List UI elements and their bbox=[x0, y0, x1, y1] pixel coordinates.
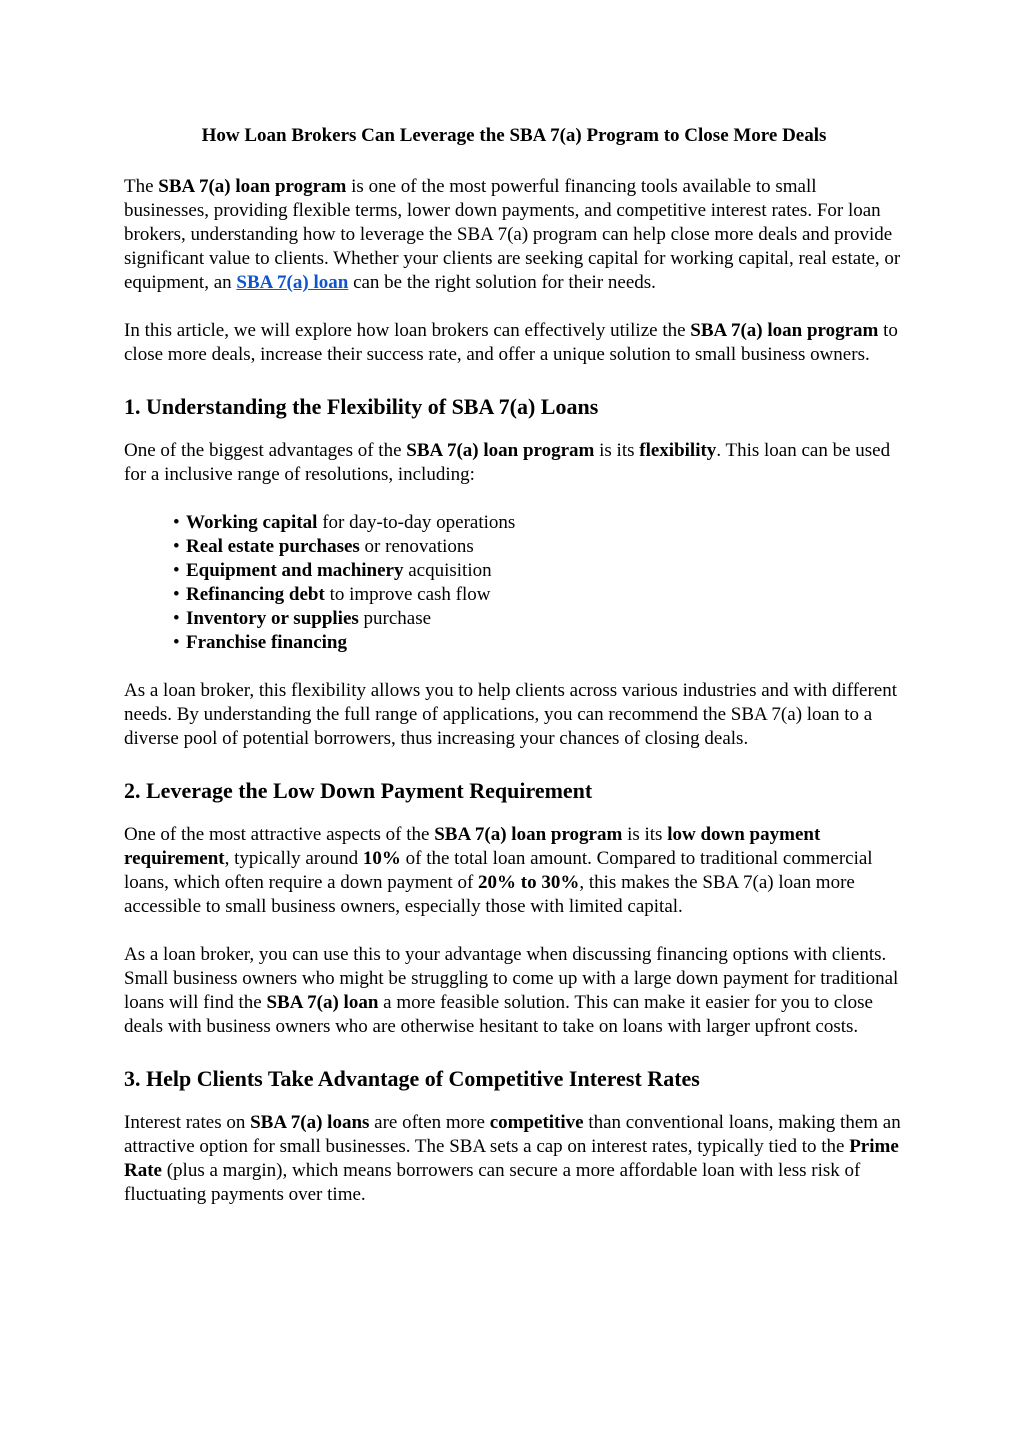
intro-paragraph-2 bbox=[124, 319, 904, 367]
bold-text: Refinancing debt bbox=[186, 584, 325, 605]
bullet-icon: • bbox=[173, 632, 180, 653]
bullet-icon: • bbox=[173, 608, 180, 629]
text: for day-to-day operations bbox=[317, 512, 516, 533]
section-3-paragraph-1 bbox=[124, 1111, 904, 1207]
bullet-icon: • bbox=[173, 512, 180, 533]
section-2-paragraph-2 bbox=[124, 943, 904, 1039]
bold-text: Prime Rate bbox=[124, 1136, 899, 1181]
bold-text: Inventory or supplies bbox=[186, 608, 359, 629]
list-item bbox=[173, 511, 904, 535]
text: Interest rates on bbox=[124, 1112, 251, 1133]
sba-7a-loan-link[interactable]: SBA 7(a) loan bbox=[236, 272, 349, 293]
text: are often more bbox=[369, 1112, 490, 1133]
bold-text: Franchise financing bbox=[186, 632, 347, 653]
text: (plus a margin), which means borrowers can secure a more affordable loan with less risk of fluctuating payments over time. bbox=[124, 1160, 861, 1205]
list-item bbox=[173, 559, 904, 583]
text: The bbox=[124, 176, 159, 197]
list-item bbox=[173, 535, 904, 559]
text: can be the right solution for their needs. bbox=[348, 272, 656, 293]
text: to improve cash flow bbox=[324, 584, 491, 605]
section-2-heading: 2. Leverage the Low Down Payment Requirement bbox=[124, 778, 593, 803]
uses-list bbox=[124, 511, 904, 655]
text: is one of the most powerful financing tools available to small businesses, providing flexible terms, lower down payments, and competitive interest rates. For loan brokers, understanding how to leverage the SBA 7(a) program can help close more deals and provide significant value to clients. Whether your clients are seeking capital for working capital, real estate, or equipment, an bbox=[124, 176, 901, 293]
section-1-heading: 1. Understanding the Flexibility of SBA 7(a) Loans bbox=[124, 394, 599, 419]
bold-text: flexibility bbox=[639, 440, 717, 461]
section-3-heading: 3. Help Clients Take Advantage of Competitive Interest Rates bbox=[124, 1066, 700, 1091]
text: acquisition bbox=[403, 560, 492, 581]
bold-text: SBA 7(a) loan program bbox=[406, 440, 595, 461]
text: , this makes the SBA 7(a) loan more accessible to small business owners, especially those with limited capital. bbox=[124, 872, 855, 917]
bold-text: SBA 7(a) loan bbox=[266, 992, 379, 1013]
bullet-icon: • bbox=[173, 560, 180, 581]
bullet-icon: • bbox=[173, 584, 180, 605]
bold-text: SBA 7(a) loan program bbox=[690, 320, 879, 341]
text: In this article, we will explore how loan brokers can effectively utilize the bbox=[124, 320, 691, 341]
bold-text: Real estate purchases bbox=[186, 536, 360, 557]
bold-text: competitive bbox=[489, 1112, 584, 1133]
document-title: How Loan Brokers Can Leverage the SBA 7(a) Program to Close More Deals bbox=[201, 125, 827, 146]
text: is its bbox=[594, 440, 640, 461]
list-item bbox=[173, 583, 904, 607]
text: to close more deals, increase their success rate, and offer a unique solution to small business owners. bbox=[124, 320, 898, 365]
text: One of the most attractive aspects of the bbox=[124, 824, 435, 845]
bold-text: SBA 7(a) loan program bbox=[158, 176, 347, 197]
document-page bbox=[124, 112, 904, 1207]
bold-text: 10% bbox=[362, 848, 401, 869]
list-item bbox=[173, 607, 904, 631]
text: As a loan broker, you can use this to your advantage when discussing financing options with clients. Small business owners who might be struggling to come up with a large down payment for traditional loans will find the bbox=[124, 944, 899, 1013]
bold-text: Working capital bbox=[186, 512, 318, 533]
intro-paragraph bbox=[124, 175, 904, 295]
text: One of the biggest advantages of the bbox=[124, 440, 407, 461]
text: or renovations bbox=[359, 536, 474, 557]
list-item bbox=[173, 631, 904, 655]
bold-text: SBA 7(a) loan program bbox=[434, 824, 623, 845]
bold-text: Equipment and machinery bbox=[186, 560, 404, 581]
text: . This loan can be used for a inclusive range of resolutions, including: bbox=[124, 440, 891, 485]
text: than conventional loans, making them an attractive option for small businesses. The SBA sets a cap on interest rates, typically tied to the bbox=[124, 1112, 901, 1157]
section-1-paragraph-1 bbox=[124, 439, 904, 487]
text: is its bbox=[622, 824, 668, 845]
text: purchase bbox=[358, 608, 432, 629]
bold-text: low down payment requirement bbox=[124, 824, 821, 869]
section-2-paragraph-1 bbox=[124, 823, 904, 919]
text: of the total loan amount. Compared to traditional commercial loans, which often require a down payment of bbox=[124, 848, 873, 893]
text: , typically around bbox=[224, 848, 363, 869]
bold-text: 20% to 30% bbox=[478, 872, 580, 893]
bold-text: SBA 7(a) loans bbox=[250, 1112, 370, 1133]
text: a more feasible solution. This can make it easier for you to close deals with business owners who are otherwise hesitant to take on loans with larger upfront costs. bbox=[124, 992, 873, 1037]
bullet-icon: • bbox=[173, 536, 180, 557]
section-1-paragraph-2: As a loan broker, this flexibility allows you to help clients across various industries and with different needs. By understanding the full range of applications, you can recommend the SBA 7(a) loan to a diverse pool of potential borrowers, thus increasing your chances of closing deals. bbox=[124, 680, 897, 749]
